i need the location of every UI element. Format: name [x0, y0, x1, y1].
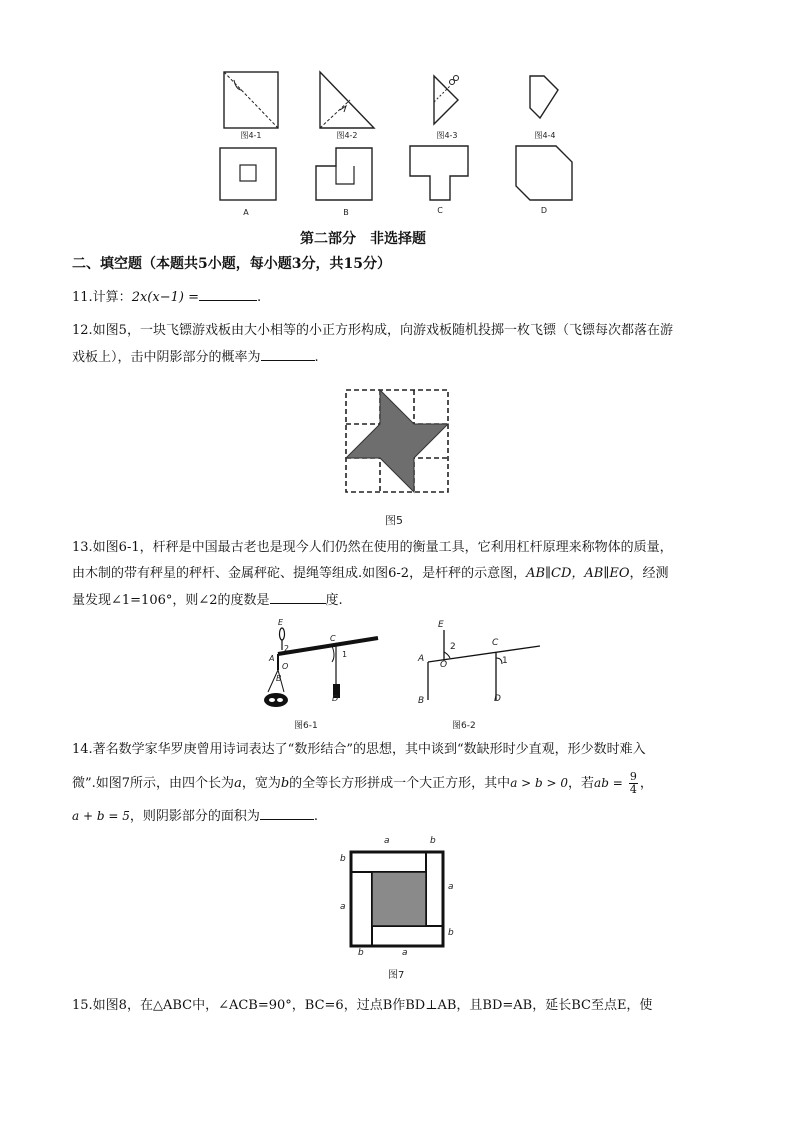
q12-period: .: [314, 350, 319, 365]
q13-answer-blank[interactable]: [270, 589, 326, 604]
q11-expression: 2x(x−1): [131, 290, 184, 305]
fig6-1-point-a: A: [269, 654, 275, 663]
fig7-label-top-a: a: [384, 836, 390, 846]
figure-6-1-drawing: [258, 620, 382, 720]
figure-5: [342, 386, 452, 496]
fig7-label-left-a: a: [340, 902, 346, 912]
q12-answer-blank[interactable]: [261, 346, 315, 361]
figure-6-2-caption: 图6-2: [452, 721, 476, 731]
q13-parallel-relations: AB∥CD，AB∥EO: [526, 566, 630, 581]
figure-7: [334, 834, 464, 964]
fig7-label-left-b: b: [340, 854, 346, 864]
fig6-2-angle-2: 2: [450, 642, 456, 652]
q14-answer-blank[interactable]: [260, 805, 314, 820]
figure-6-2-drawing: [408, 616, 548, 720]
section-title: 第二部分 非选择题: [300, 231, 426, 247]
q14-ab-equals: ab =: [594, 776, 623, 790]
q14-line2-width: ，宽为: [241, 776, 281, 791]
fig7-label-top-b: b: [430, 836, 436, 846]
fig6-1-point-e: E: [278, 618, 284, 627]
q11-equals: =: [188, 290, 199, 305]
fig6-2-angle-1: 1: [502, 656, 508, 666]
q13-line1: 13.如图6-1，杆秤是中国最古老也是现今人们仍然在使用的衡量工具，它利用杠杆原理来称物体的质量，: [72, 540, 673, 555]
q12-line2-text: 戏板上），击中阴影部分的概率为: [72, 350, 261, 365]
fig6-2-point-b: B: [418, 696, 425, 706]
question-11: [72, 286, 261, 308]
q14-var-b: b: [280, 776, 290, 791]
figure-4-panel: [210, 62, 590, 222]
q14-line2-if: ，若: [568, 776, 595, 791]
fig6-1-point-o: O: [282, 662, 289, 671]
option-c-label: C: [437, 206, 443, 215]
fig7-label-bottom-a: a: [402, 948, 408, 958]
fig7-shaded-square: [372, 872, 426, 926]
q14-fraction-numerator: 9: [629, 770, 637, 783]
fig4-3-label: 图4-3: [436, 131, 458, 140]
q14-line1: 14.著名数学家华罗庚曾用诗词表达了“数形结合”的思想，其中谈到“数缺形时少直观，形少数时难入: [72, 742, 646, 757]
q14-line3-text: ，则阴影部分的面积为: [129, 809, 260, 824]
q14-line2-end: ，: [639, 776, 653, 791]
fig6-2-point-e: E: [438, 620, 444, 630]
q11-prefix: 11.计算：: [72, 290, 132, 305]
q13-line3-end: 度.: [325, 593, 343, 608]
fig7-label-bottom-b: b: [358, 948, 364, 958]
q14-fraction: [629, 771, 638, 796]
q14-period: .: [313, 809, 318, 824]
q11-period: .: [256, 290, 262, 305]
fig4-1-label: 图4-1: [240, 131, 262, 140]
q12-line2: [72, 346, 319, 368]
q14-line2-text: 微”.如图7所示，由四个长为: [72, 776, 235, 791]
figure-5-drawing: [342, 386, 452, 496]
option-a-label: A: [243, 208, 249, 217]
fig4-4-label: 图4-4: [534, 131, 556, 140]
q13-line2: [72, 564, 669, 584]
q13-line3: [72, 589, 343, 611]
option-b-label: B: [343, 208, 349, 217]
q14-inequality: a > b > 0: [510, 776, 569, 790]
q13-line2-text: 由木制的带有秤星的秤杆、金属秤砣、提绳等组成.如图6-2，是杆秤的示意图，: [72, 566, 527, 581]
section-heading: 二、填空题（本题共5小题，每小题3分，共15分）: [72, 256, 391, 272]
fig7-label-right-a: a: [448, 882, 454, 892]
figure-6-2: [408, 616, 548, 720]
fig7-label-right-b: b: [448, 928, 454, 938]
q14-line3: [72, 805, 318, 827]
fig5-shaded-star: [346, 390, 448, 492]
fig6-2-point-a: A: [418, 654, 425, 664]
fig4-2-label: 图4-2: [336, 131, 358, 140]
figure-7-caption: 图7: [388, 970, 405, 981]
option-d-label: D: [540, 206, 548, 215]
q15-line1: 15.如图8，在△ABC中，∠ACB=90°，BC=6，过点B作BD⊥AB，且BD=AB，延长BC至点E，使: [72, 998, 653, 1013]
q14-line2: [72, 771, 653, 796]
q12-line1: 12.如图5，一块飞镖游戏板由大小相等的小正方形构成，向游戏板随机投掷一枚飞镖（飞镖每次都落在游: [72, 323, 673, 338]
figure-5-caption: 图5: [385, 514, 403, 527]
fig6-1-point-b: B: [276, 674, 282, 683]
q14-fraction-denominator: 4: [629, 783, 637, 796]
figure-7-drawing: [334, 834, 464, 964]
figure-6-1: [258, 620, 382, 720]
q11-answer-blank[interactable]: [199, 286, 257, 301]
figure-4-drawing: [210, 62, 590, 222]
fig6-1-point-d: D: [332, 694, 339, 703]
figure-6-1-caption: 图6-1: [294, 721, 318, 731]
q14-line2-mid: 的全等长方形拼成一个大正方形，其中: [289, 776, 511, 791]
q14-sum-condition: a + b = 5: [72, 809, 130, 823]
q13-line3-text: 量发现∠1=106°，则∠2的度数是: [72, 593, 270, 608]
fig6-2-point-d: D: [494, 694, 501, 704]
fig6-2-point-o: O: [440, 660, 448, 670]
fig6-2-point-c: C: [492, 638, 499, 648]
fig6-1-point-c: C: [330, 634, 336, 643]
q13-line2-end: ，经测: [629, 566, 669, 581]
fig6-1-angle-1: 1: [342, 650, 348, 659]
fig6-1-angle-2: 2: [284, 644, 290, 653]
q14-var-a: a: [234, 776, 242, 791]
